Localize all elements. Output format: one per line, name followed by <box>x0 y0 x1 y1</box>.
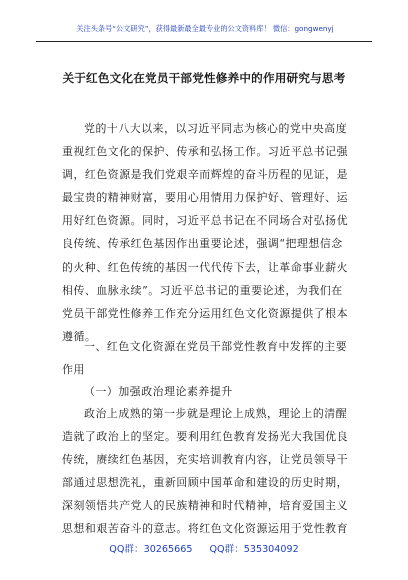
subsection-heading <box>62 380 350 403</box>
header-note: 关注头条号“公文研究”，获得最新最全最专业的公文资料库！ 微信：gongwenyj <box>76 24 334 33</box>
paragraph-2-text: 政治上成熟的第一步就是理论上成熟，理论上的清醒造就了政治上的坚定。要利用红色教育发扬光大我国优良传统，赓续红色基因，充实培训教育内容，让党员领导干部通过思想洗礼，重新回顾中国革命和建设的历史时期，深刻领悟共产党人的民族精神和时代精神，培育爱国主义思想和艰苦奋斗的意志。将红色文化资源运用于党性教育 <box>62 407 349 536</box>
section-heading-text: 一、红色文化资源在党员干部党性教育中发挥的主要作用 <box>62 340 348 377</box>
header-divider <box>36 41 372 42</box>
document-title: 关于红色文化在党员干部党性修养中的作用研究与思考 <box>62 71 346 85</box>
footer-contact: QQ群：30265665 QQ群：535304092 <box>109 544 299 555</box>
section-heading <box>62 335 350 381</box>
paragraph-1-text: 党的十八大以来，以习近平同志为核心的党中央高度重视红色文化的保护、传承和弘扬工作。习近平总书记强调，红色资源是我们党艰辛而辉煌的奋斗历程的见证，是最宝贵的精神财富，要用心用情用力保护好、管理好、运用好红色资源。同时，习近平总书记在不同场合对弘扬优良传统、传承红色基因作出重要论述，强调“把理想信念的火种、红色传统的基因一代代传下去，让革命事业薪火相传、血脉永续”。习近平总书记的重要论述，为我们在党员干部党性修养工作充分运用红色文化资源提供了根本遵循。 <box>62 122 349 343</box>
paragraph-1 <box>62 117 350 348</box>
subsection-heading-text: （一）加强政治理论素养提升 <box>84 385 233 398</box>
paragraph-2 <box>62 402 350 541</box>
